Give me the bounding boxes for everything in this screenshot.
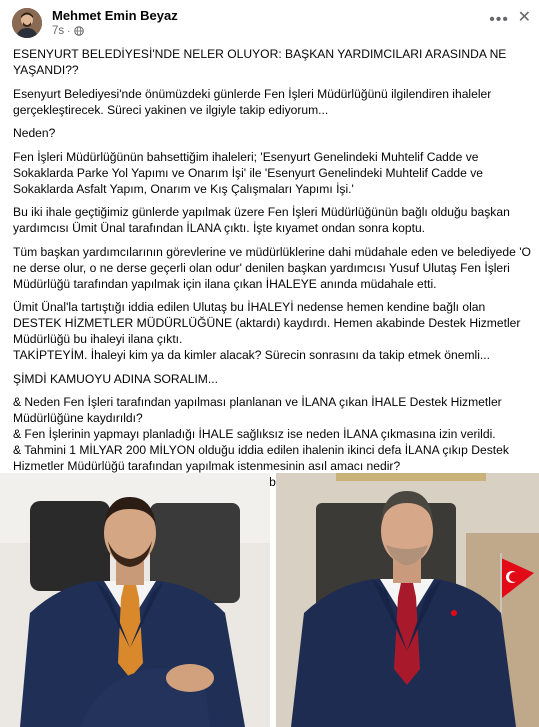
photo-grid <box>0 473 539 727</box>
post-paragraph: ŞİMDİ KAMUOYU ADINA SORALIM... <box>13 371 218 386</box>
post-paragraph: Tüm başkan yardımcılarının görevlerine ve müdürlüklerine dahi müdahale eden ve belediyede 'O ne derse olur, o ne derse geçerli olan odur' denilen başkan yardımcısı Yusuf Ulutaş Fen İşleri Müdürlüğü tarafından yapılmak için ilana çıkan İHALEYE anında müdahale etti. <box>13 244 531 291</box>
post-text <box>13 46 533 506</box>
post-meta <box>52 25 84 37</box>
photo-left[interactable] <box>0 473 270 727</box>
author-name[interactable]: Mehmet Emin Beyaz <box>52 8 178 23</box>
post-paragraph: Fen İşleri Müdürlüğünün bahsettiğim ihaleleri; 'Esenyurt Genelindeki Muhtelif Cadde ve Sokaklarda Parke Yol Yapımı ve Onarım İşi' ile 'Esenyurt Genelindeki Muhtelif Cadde ve Sokaklarda Asfalt Yapım, Onarım ve Kış Çalışmaları Yapımı İşi.' <box>13 149 484 196</box>
post-header <box>0 0 539 44</box>
post-question: & Tahmini 1 MİLYAR 200 MİLYON olduğu iddia edilen ihalenin ikinci defa İLANA çıkıp Destek Hizmetler Müdürlüğü tarafından yapılmak istenmesinin asıl amacı nedir? <box>13 443 509 473</box>
photo-right[interactable] <box>276 473 539 727</box>
post-time[interactable]: 7s <box>52 25 65 37</box>
post-question: & Fen İşlerinin yapmayı planladığı İHALE sağlıksız ise neden İLANA çıkmasına izin verildi. <box>13 427 496 441</box>
post-paragraph: Ümit Ünal'la tartıştığı iddia edilen Ulutaş bu İHALEYİ nedense hemen kendine bağlı olan DESTEK HİZMETLER MÜDÜRLÜĞÜNE (aktardı) kaydırdı. Hemen akabinde Destek Hizmetler Müdürlüğü bu ihaleyi ilana çıktı. <box>13 300 521 346</box>
globe-icon <box>74 26 84 36</box>
meta-separator: · <box>67 25 71 37</box>
more-icon[interactable]: ••• <box>489 11 509 28</box>
post-question: & Neden Fen İşleri tarafından yapılması planlanan ve İLANA çıkan İHALE Destek Hizmetler Müdürlüğüne kaydırıldı? <box>13 395 502 425</box>
post-paragraph: Neden? <box>13 126 56 140</box>
avatar[interactable] <box>12 8 42 38</box>
post-paragraph: Bu iki ihale geçtiğimiz günlerde yapılmak üzere Fen İşleri Müdürlüğünün bağlı olduğu başkan yardımcısı Ümit Ünal tarafından İLANA çıktı. İşte kıyamet ondan sonra koptu. <box>13 205 510 235</box>
post-headline: ESENYURT BELEDİYESİ'NDE NELER OLUYOR: BAŞKAN YARDIMCILARI ARASINDA NE YAŞANDI?? <box>13 47 507 77</box>
post-question: problemi <box>251 475 299 489</box>
post-paragraph: TAKİPTEYİM. İhaleyi kim ya da kimler alacak? Sürecin sonrasını da takip etmek önemli... <box>13 348 490 362</box>
close-icon[interactable]: ✕ <box>517 9 531 26</box>
post-paragraph: Esenyurt Belediyesi'nde önümüzdeki günlerde Fen İşleri Müdürlüğünü ilgilendiren ihaleler gerçekleştirecek. Süreci yakinen ve ilgiyle takip ediyorum... <box>13 86 492 117</box>
